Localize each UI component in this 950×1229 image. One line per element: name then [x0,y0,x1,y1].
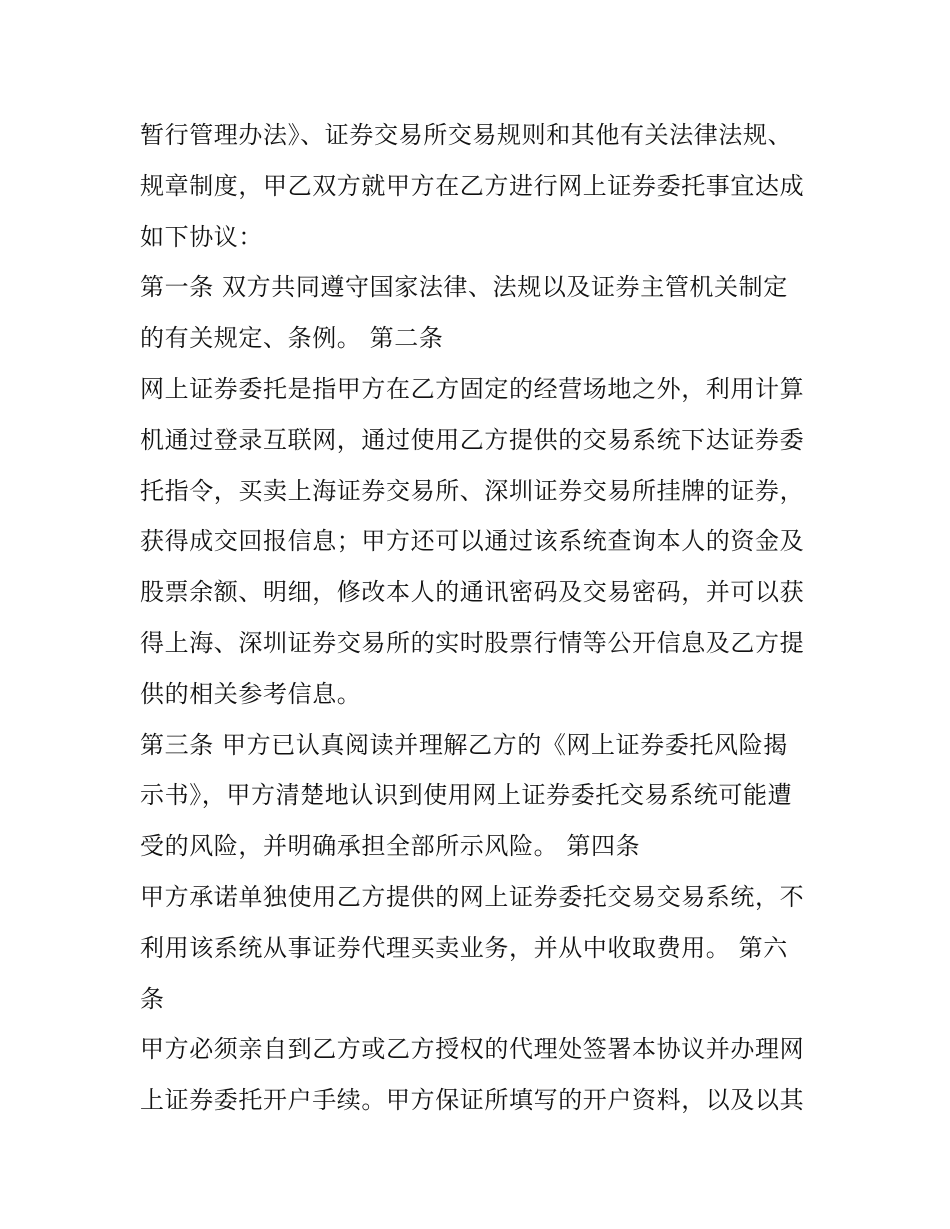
text-line: 甲方承诺单独使用乙方提供的网上证券委托交易交易系统，不 [140,882,805,911]
text-line: 机通过登录互联网，通过使用乙方提供的交易系统下达证券委 [140,425,805,454]
text-line: 如下协议： [140,222,263,251]
text-line: 暂行管理办法》、证券交易所交易规则和其他有关法律法规、 [140,121,793,149]
text-line: 网上证券委托是指甲方在乙方固定的经营场地之外，利用计算 [140,374,805,403]
text-line: 供的相关参考信息。 [140,679,362,708]
text-line: 示书》，甲方清楚地认识到使用网上证券委托交易系统可能遭 [140,781,793,810]
text-line: 的有关规定、条例。 第二条 [140,324,444,353]
text-line: 托指令，买卖上海证券交易所、深圳证券交易所挂牌的证券， [140,476,805,505]
text-line: 股票余额、明细，修改本人的通讯密码及交易密码，并可以获 [140,578,805,607]
agreement-text [140,110,820,1126]
article-1-line: 第一条 双方共同遵守国家法律、法规以及证券主管机关制定 [140,273,788,302]
text-line: 条 [140,984,165,1013]
text-line: 上证券委托开户手续。甲方保证所填写的开户资料，以及以其 [140,1086,805,1115]
text-line: 规章制度，甲乙双方就甲方在乙方进行网上证券委托事宜达成 [140,171,805,200]
text-line: 受的风险，并明确承担全部所示风险。 第四条 [140,832,641,861]
article-3-line: 第三条 甲方已认真阅读并理解乙方的《网上证券委托风险揭 [140,730,788,759]
text-line: 得上海、深圳证券交易所的实时股票行情等公开信息及乙方提 [140,628,805,657]
text-line: 获得成交回报信息；甲方还可以通过该系统查询本人的资金及 [140,527,805,556]
text-line: 利用该系统从事证券代理买卖业务，并从中收取费用。 第六 [140,933,788,962]
text-line: 甲方必须亲自到乙方或乙方授权的代理处签署本协议并办理网 [140,1035,805,1064]
